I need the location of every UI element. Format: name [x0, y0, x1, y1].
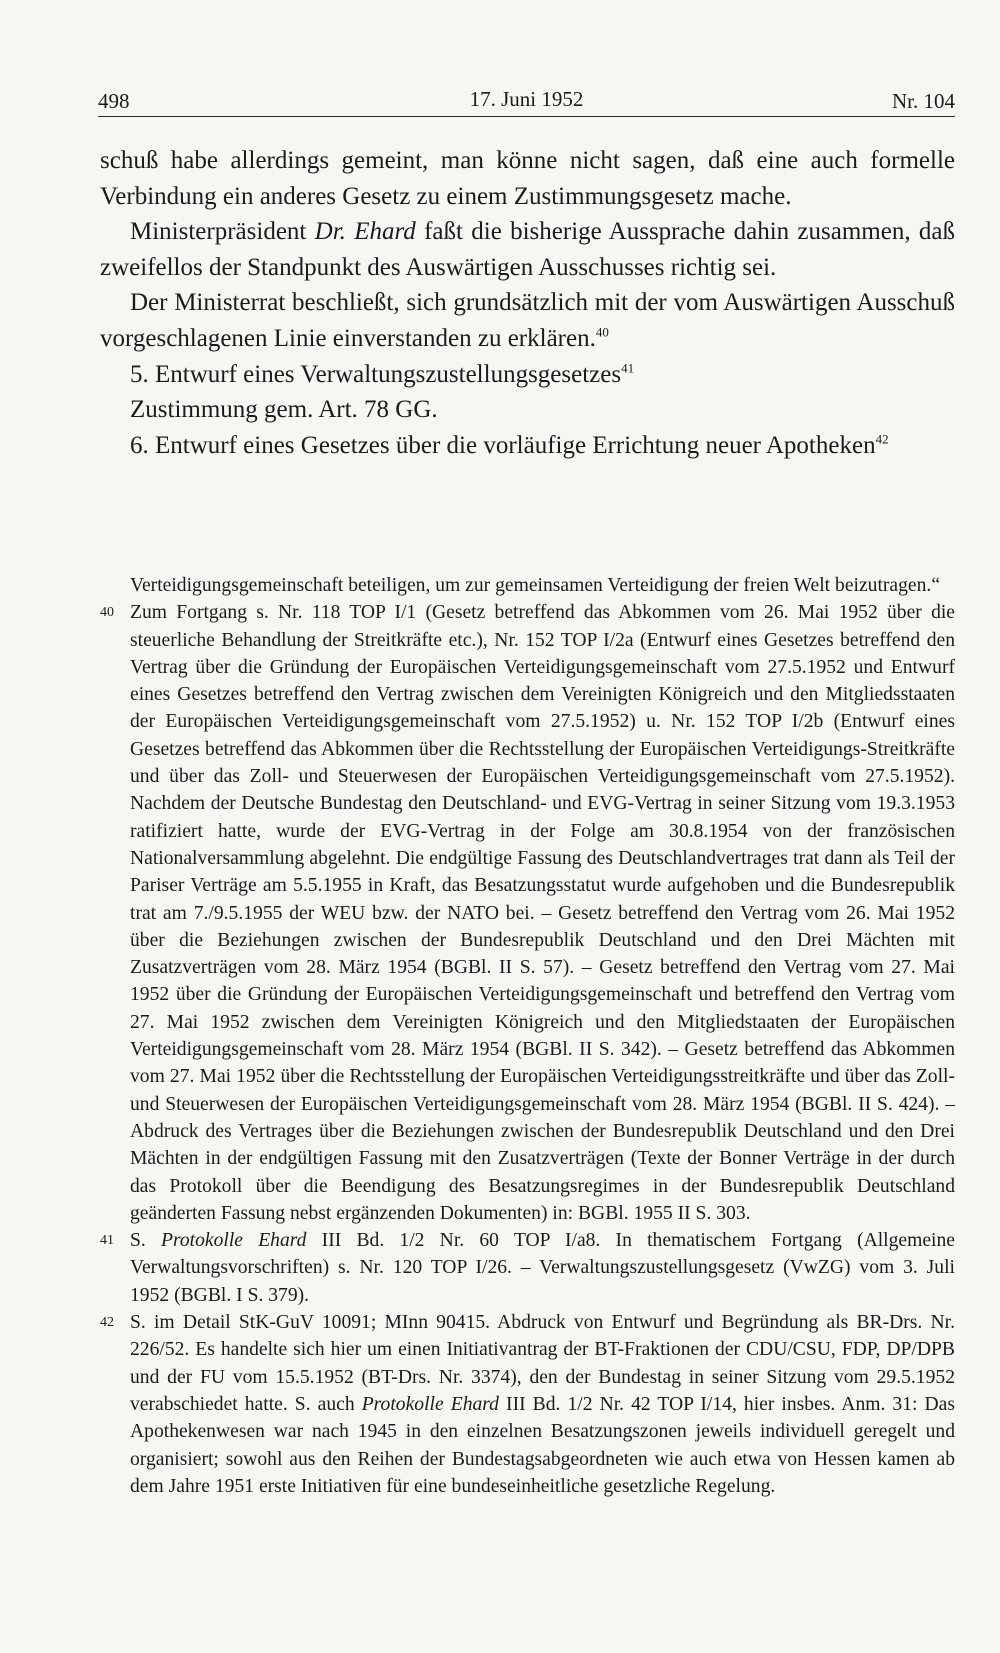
footnote-ref-40: 40 — [595, 324, 609, 340]
footnote-ref-41: 41 — [621, 360, 635, 376]
footnote-continuation: Verteidigungsgemeinschaft beteiligen, um zur gemeinsamen Verteidigung der freien Welt beizutragen.“ — [130, 575, 941, 596]
agenda-item-6: 6. Entwurf eines Gesetzes über die vorläufige Errichtung neuer Apotheken$^{42}$ — [130, 431, 889, 459]
footnote-40: 40 Zum Fortgang s. Nr. 118 TOP I/1 (Gesetz betreffend das Abkommen vom 26. Mai 1952 über die steuerliche Behandlung der Streitkräfte etc.), Nr. 152 TOP I/2a (Entwurf eines Gesetzes betreffend den Vertrag über die Gründung der Europäischen Verteidigungsgemeinschaft vom 27.5.1952 und Entwurf eines Gesetzes betreffend den Vertrag zwischen dem Vereinigten Königreich und den Mitgliedsstaaten der Europäischen Verteidigungsgemeinschaft vom 27.5.1952) u. Nr. 152 TOP I/2b (Entwurf eines Gesetzes betreffend das Abkommen über die Rechtsstellung der Europäischen Verteidigungs-Streitkräfte und über das Zoll- und Steuerwesen der Europäischen Verteidigungsgemeinschaft vom 27.5.1952). Nachdem der Deutsche Bundestag den Deutschland- und EVG-Vertrag in seiner Sitzung vom 19.3.1953 ratifiziert hatte, wurde der EVG-Vertrag in der Folge am 30.8.1954 von der französischen Nationalversammlung abgelehnt. Die endgültige Fassung des Deutschlandvertrages trat dann als Teil der Pariser Verträge am 5.5.1955 in Kraft, das Besatzungsstatut wurde aufgehoben und die Bundesrepublik trat am 7./9.5.1955 der WEU bzw. der NATO bei. – Gesetz betreffend den Vertrag vom 26. Mai 1952 über die Beziehungen zwischen der Bundesrepublik Deutschland und den Drei Mächten mit Zusatzverträgen vom 28. März 1954 (BGBl. II S. 57). – Gesetz betreffend den Vertrag vom 27. Mai 1952 über die Gründung der Europäischen Verteidigungsgemeinschaft und betreffend den Vertrag vom 27. Mai 1952 zwischen dem Vereinigten Königreich und den Mitgliedstaaten der Europäischen Verteidigungsgemeinschaft vom 28. März 1954 (BGBl. II S. 342). – Gesetz betreffend das Abkommen vom 27. Mai 1952 über die Rechtsstellung der Europäischen Verteidigungsstreitkräfte und über das Zoll- und Steuerwesen der Europäischen Verteidigungsgemeinschaft vom 28. März 1954 (BGBl. II S. 424). – Abdruck des Vertrages über die Beziehungen zwischen der Bundesrepublik Deutschland und den Drei Mächten in der endgültigen Fassung mit den Zusatzverträgen (Texte der Bonner Verträge in der durch das Protokoll über die Beendigung des Besatzungsregimes in der Bundesrepublik Deutschland geänderten Fassung nebst ergänzenden Dokumenten) in: BGBl. 1955 II S. 303. — [100, 602, 955, 1224]
header-date: 17. Juni 1952 — [469, 87, 584, 111]
document-number: Nr. 104 — [892, 89, 955, 113]
paragraph-2: Ministerpräsident Dr. Ehard faßt die bisherige Aussprache dahin zusammen, daß zweifellos der Standpunkt des Auswärtigen Ausschusses richtig sei. — [100, 218, 955, 281]
footnote-42: 42 S. im Detail StK-GuV 10091; MInn 90415. Abdruck von Entwurf und Begründung als BR-Drs. Nr. 226/52. Es handelte sich hier um einen Initiativantrag der BT-Fraktionen der CDU/CSU, FDP, DP/DPB und der FU vom 15.5.1952 (BT-Drs. Nr. 3374), den der Bundestag in seiner Sitzung vom 29.5.1952 verabschiedet hatte. S. auch Protokolle Ehard III Bd. 1/2 Nr. 42 TOP I/14, hier insbes. Anm. 31: Das Apothekenwesen war nach 1945 in den einzelnen Besatzungszonen jeweils individuell geregelt und organisiert; sowohl aus den Reihen der Bundestagsabgeordneten wie auch etwa von Hessen kamen ab dem Jahre 1951 erste Initiativen für eine bundeseinheitliche gesetzliche Regelung. — [100, 1312, 955, 1497]
agenda-item-5: 5. Entwurf eines Verwaltungszustellungsgesetzes$^{41}$ — [130, 360, 635, 388]
footnote-ref-42: 42 — [875, 431, 889, 447]
agenda-item-5-decision: Zustimmung gem. Art. 78 GG. — [130, 396, 438, 424]
paragraph-3: Der Ministerrat beschließt, sich grundsätzlich mit der vom Auswärtigen Ausschuß vorgeschlagenen Linie einverstanden zu erklären.$^{40}$ — [100, 289, 955, 352]
footnotes — [100, 572, 955, 1500]
page-number: 498 — [98, 89, 130, 113]
main-text — [100, 143, 955, 463]
footnote-41: 41 S. Protokolle Ehard III Bd. 1/2 Nr. 60 TOP I/a8. In thematischem Fortgang (Allgemeine Verwaltungsvorschriften) s. Nr. 120 TOP I/26. – Verwaltungszustellungsgesetz (VwZG) vom 3. Juli 1952 (BGBl. I S. 379). — [100, 1230, 955, 1306]
running-header — [98, 80, 955, 117]
paragraph-1: schuß habe allerdings gemeint, man könne nicht sagen, daß eine auch formelle Verbindung ein anderes Gesetz zu einem Zustimmungsgesetz mache. — [100, 147, 955, 210]
